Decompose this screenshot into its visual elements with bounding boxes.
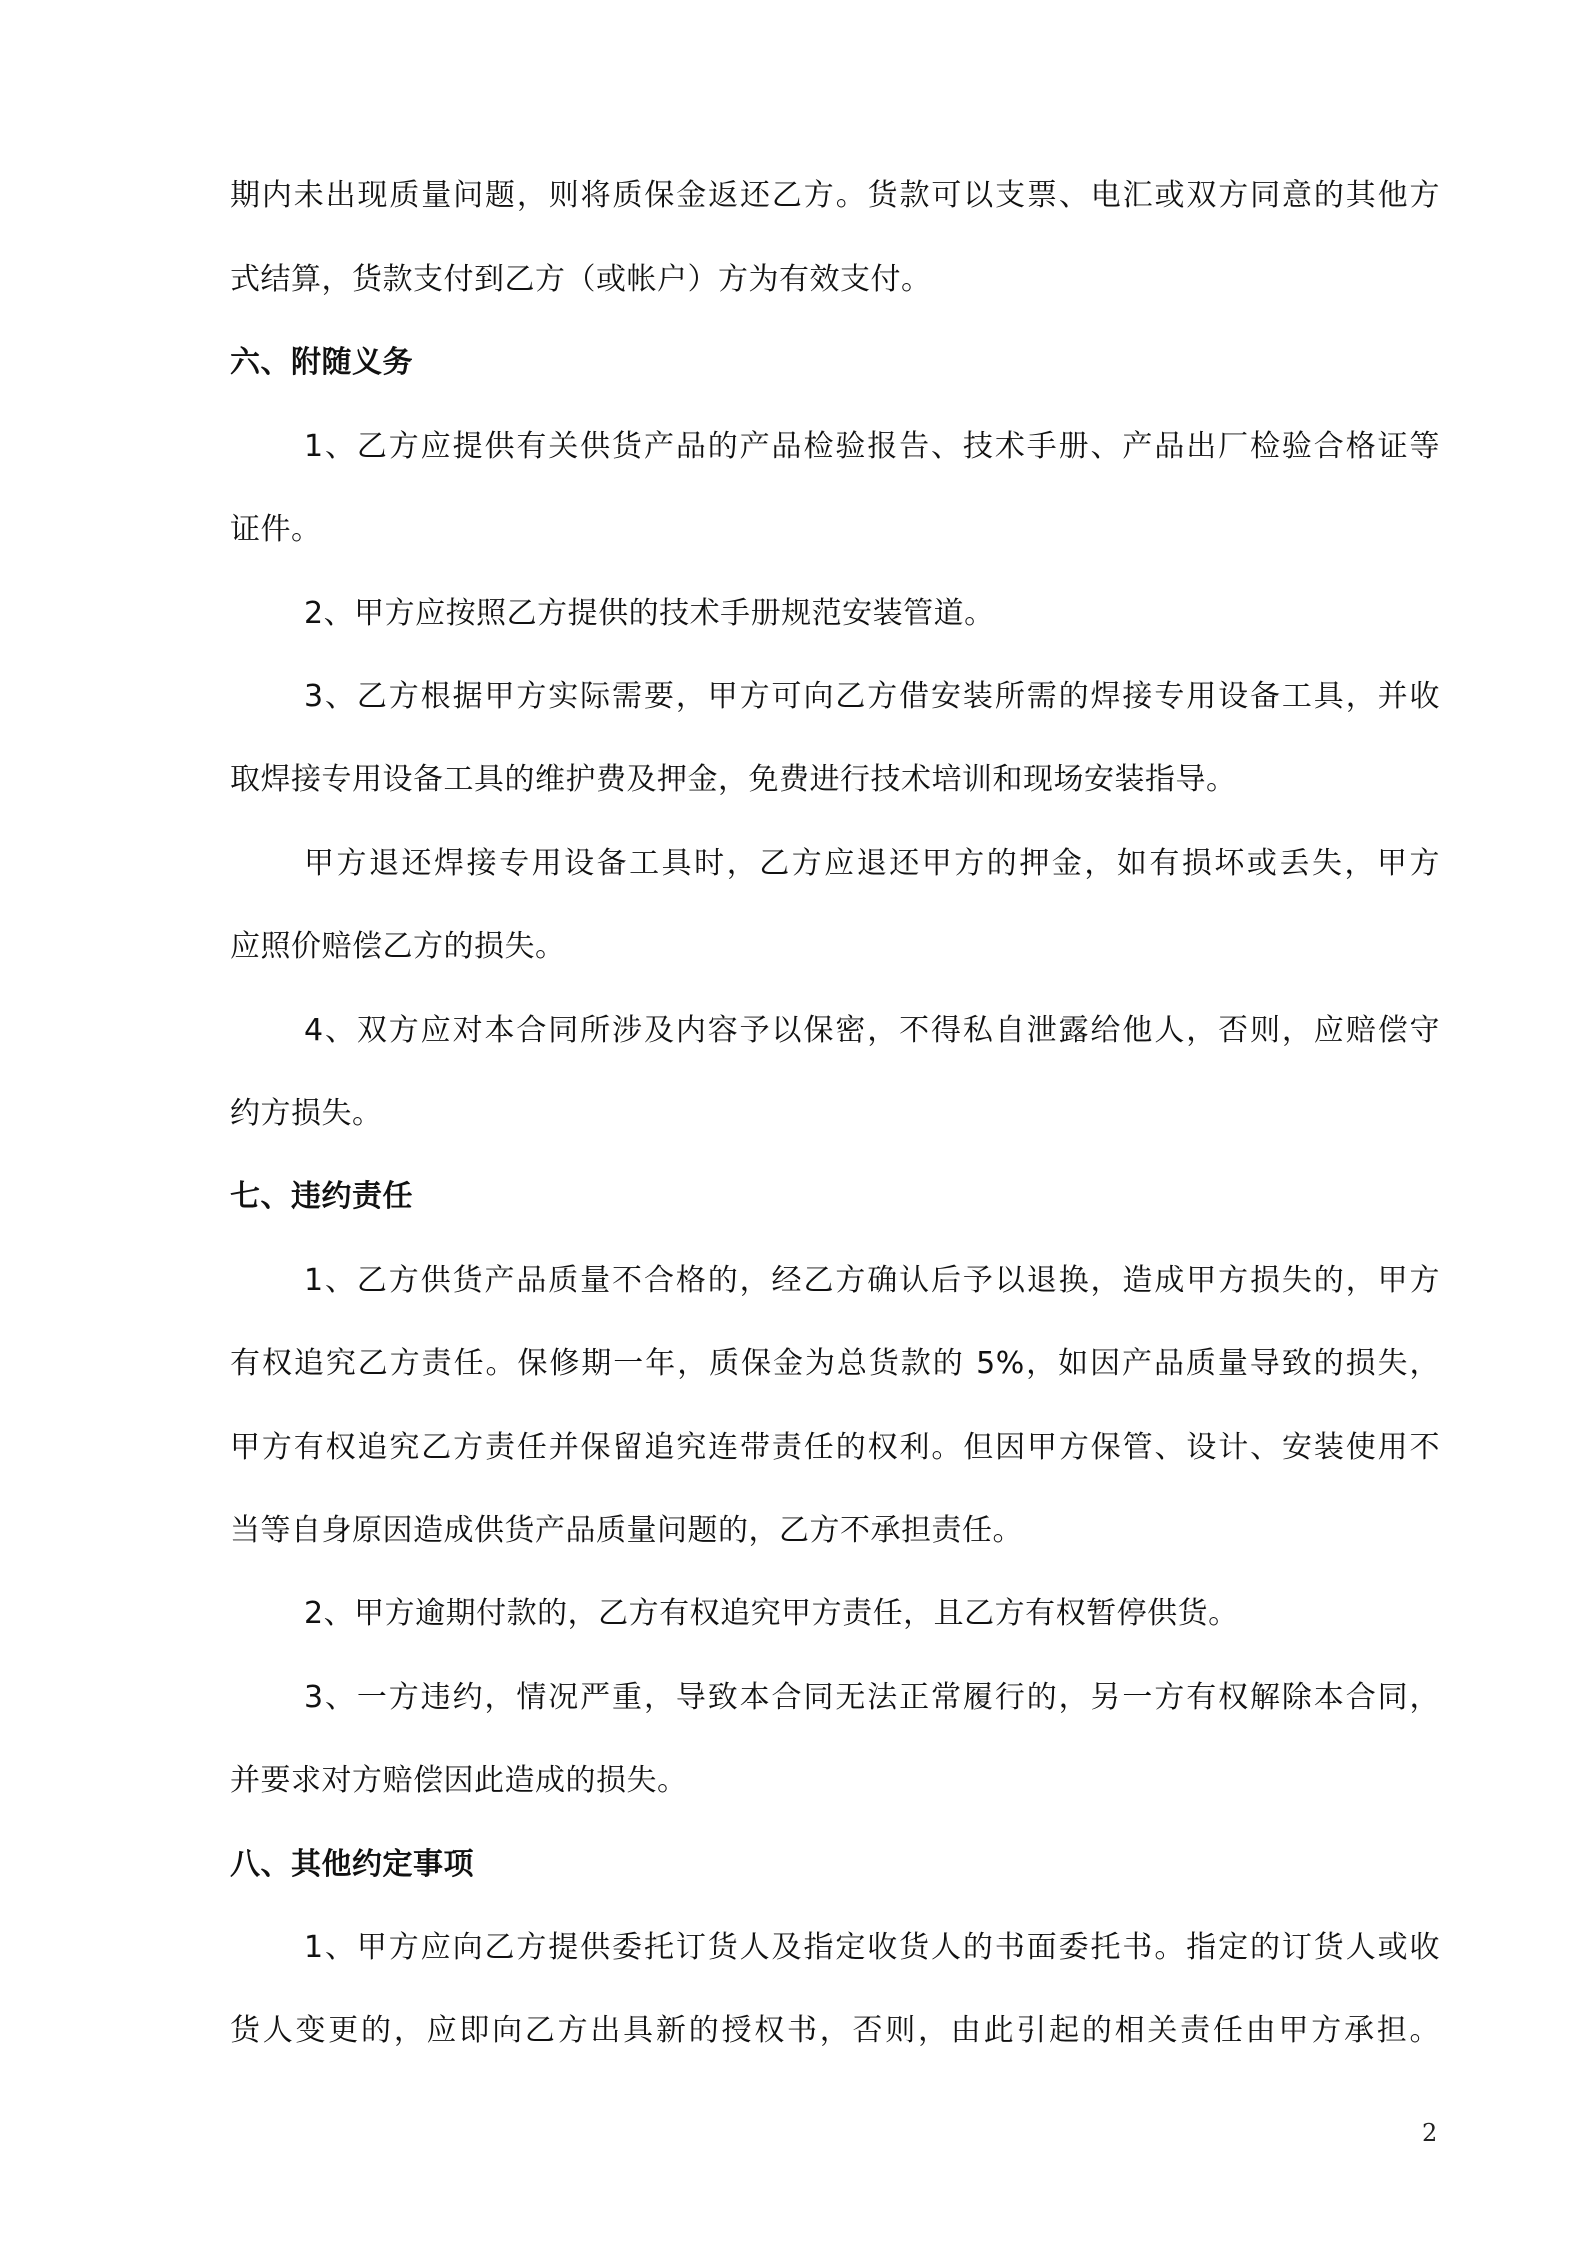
- paragraph-line: 货人变更的，应即向乙方出具新的授权书，否则，由此引起的相关责任由甲方承担。: [230, 2013, 1440, 2048]
- section-heading-6: 六、附随义务: [230, 345, 413, 380]
- paragraph-line: 并要求对方赔偿因此造成的损失。: [230, 1763, 688, 1798]
- paragraph-line: 式结算，货款支付到乙方（或帐户）方为有效支付。: [230, 262, 932, 297]
- paragraph-line: 1、乙方应提供有关供货产品的产品检验报告、技术手册、产品出厂检验合格证等: [304, 429, 1440, 464]
- paragraph-line: 4、双方应对本合同所涉及内容予以保密，不得私自泄露给他人，否则，应赔偿守: [304, 1013, 1440, 1048]
- page-number: 2: [1422, 2119, 1438, 2147]
- paragraph-line: 3、一方违约，情况严重，导致本合同无法正常履行的，另一方有权解除本合同，: [304, 1680, 1440, 1715]
- paragraph-line: 期内未出现质量问题，则将质保金返还乙方。货款可以支票、电汇或双方同意的其他方: [230, 178, 1440, 213]
- paragraph-line: 甲方有权追究乙方责任并保留追究连带责任的权利。但因甲方保管、设计、安装使用不: [230, 1430, 1440, 1465]
- section-heading-8: 八、其他约定事项: [230, 1847, 474, 1882]
- paragraph-line: 取焊接专用设备工具的维护费及押金，免费进行技术培训和现场安装指导。: [230, 762, 1237, 797]
- paragraph-line: 当等自身原因造成供货产品质量问题的，乙方不承担责任。: [230, 1513, 1023, 1548]
- paragraph-line: 1、乙方供货产品质量不合格的，经乙方确认后予以退换，造成甲方损失的，甲方: [304, 1263, 1440, 1298]
- paragraph-line: 甲方退还焊接专用设备工具时，乙方应退还甲方的押金，如有损坏或丢失，甲方: [304, 846, 1440, 881]
- paragraph-line: 3、乙方根据甲方实际需要，甲方可向乙方借安装所需的焊接专用设备工具，并收: [304, 679, 1440, 714]
- paragraph-line: 证件。: [230, 512, 322, 547]
- paragraph-line: 2、甲方应按照乙方提供的技术手册规范安装管道。: [304, 596, 995, 631]
- paragraph-line: 1、甲方应向乙方提供委托订货人及指定收货人的书面委托书。指定的订货人或收: [304, 1930, 1440, 1965]
- paragraph-line: 2、甲方逾期付款的，乙方有权追究甲方责任，且乙方有权暂停供货。: [304, 1596, 1239, 1631]
- paragraph-line: 约方损失。: [230, 1096, 383, 1131]
- paragraph-line: 应照价赔偿乙方的损失。: [230, 929, 566, 964]
- paragraph-line: 有权追究乙方责任。保修期一年，质保金为总货款的 5%，如因产品质量导致的损失，: [230, 1346, 1440, 1381]
- section-heading-7: 七、违约责任: [230, 1179, 413, 1214]
